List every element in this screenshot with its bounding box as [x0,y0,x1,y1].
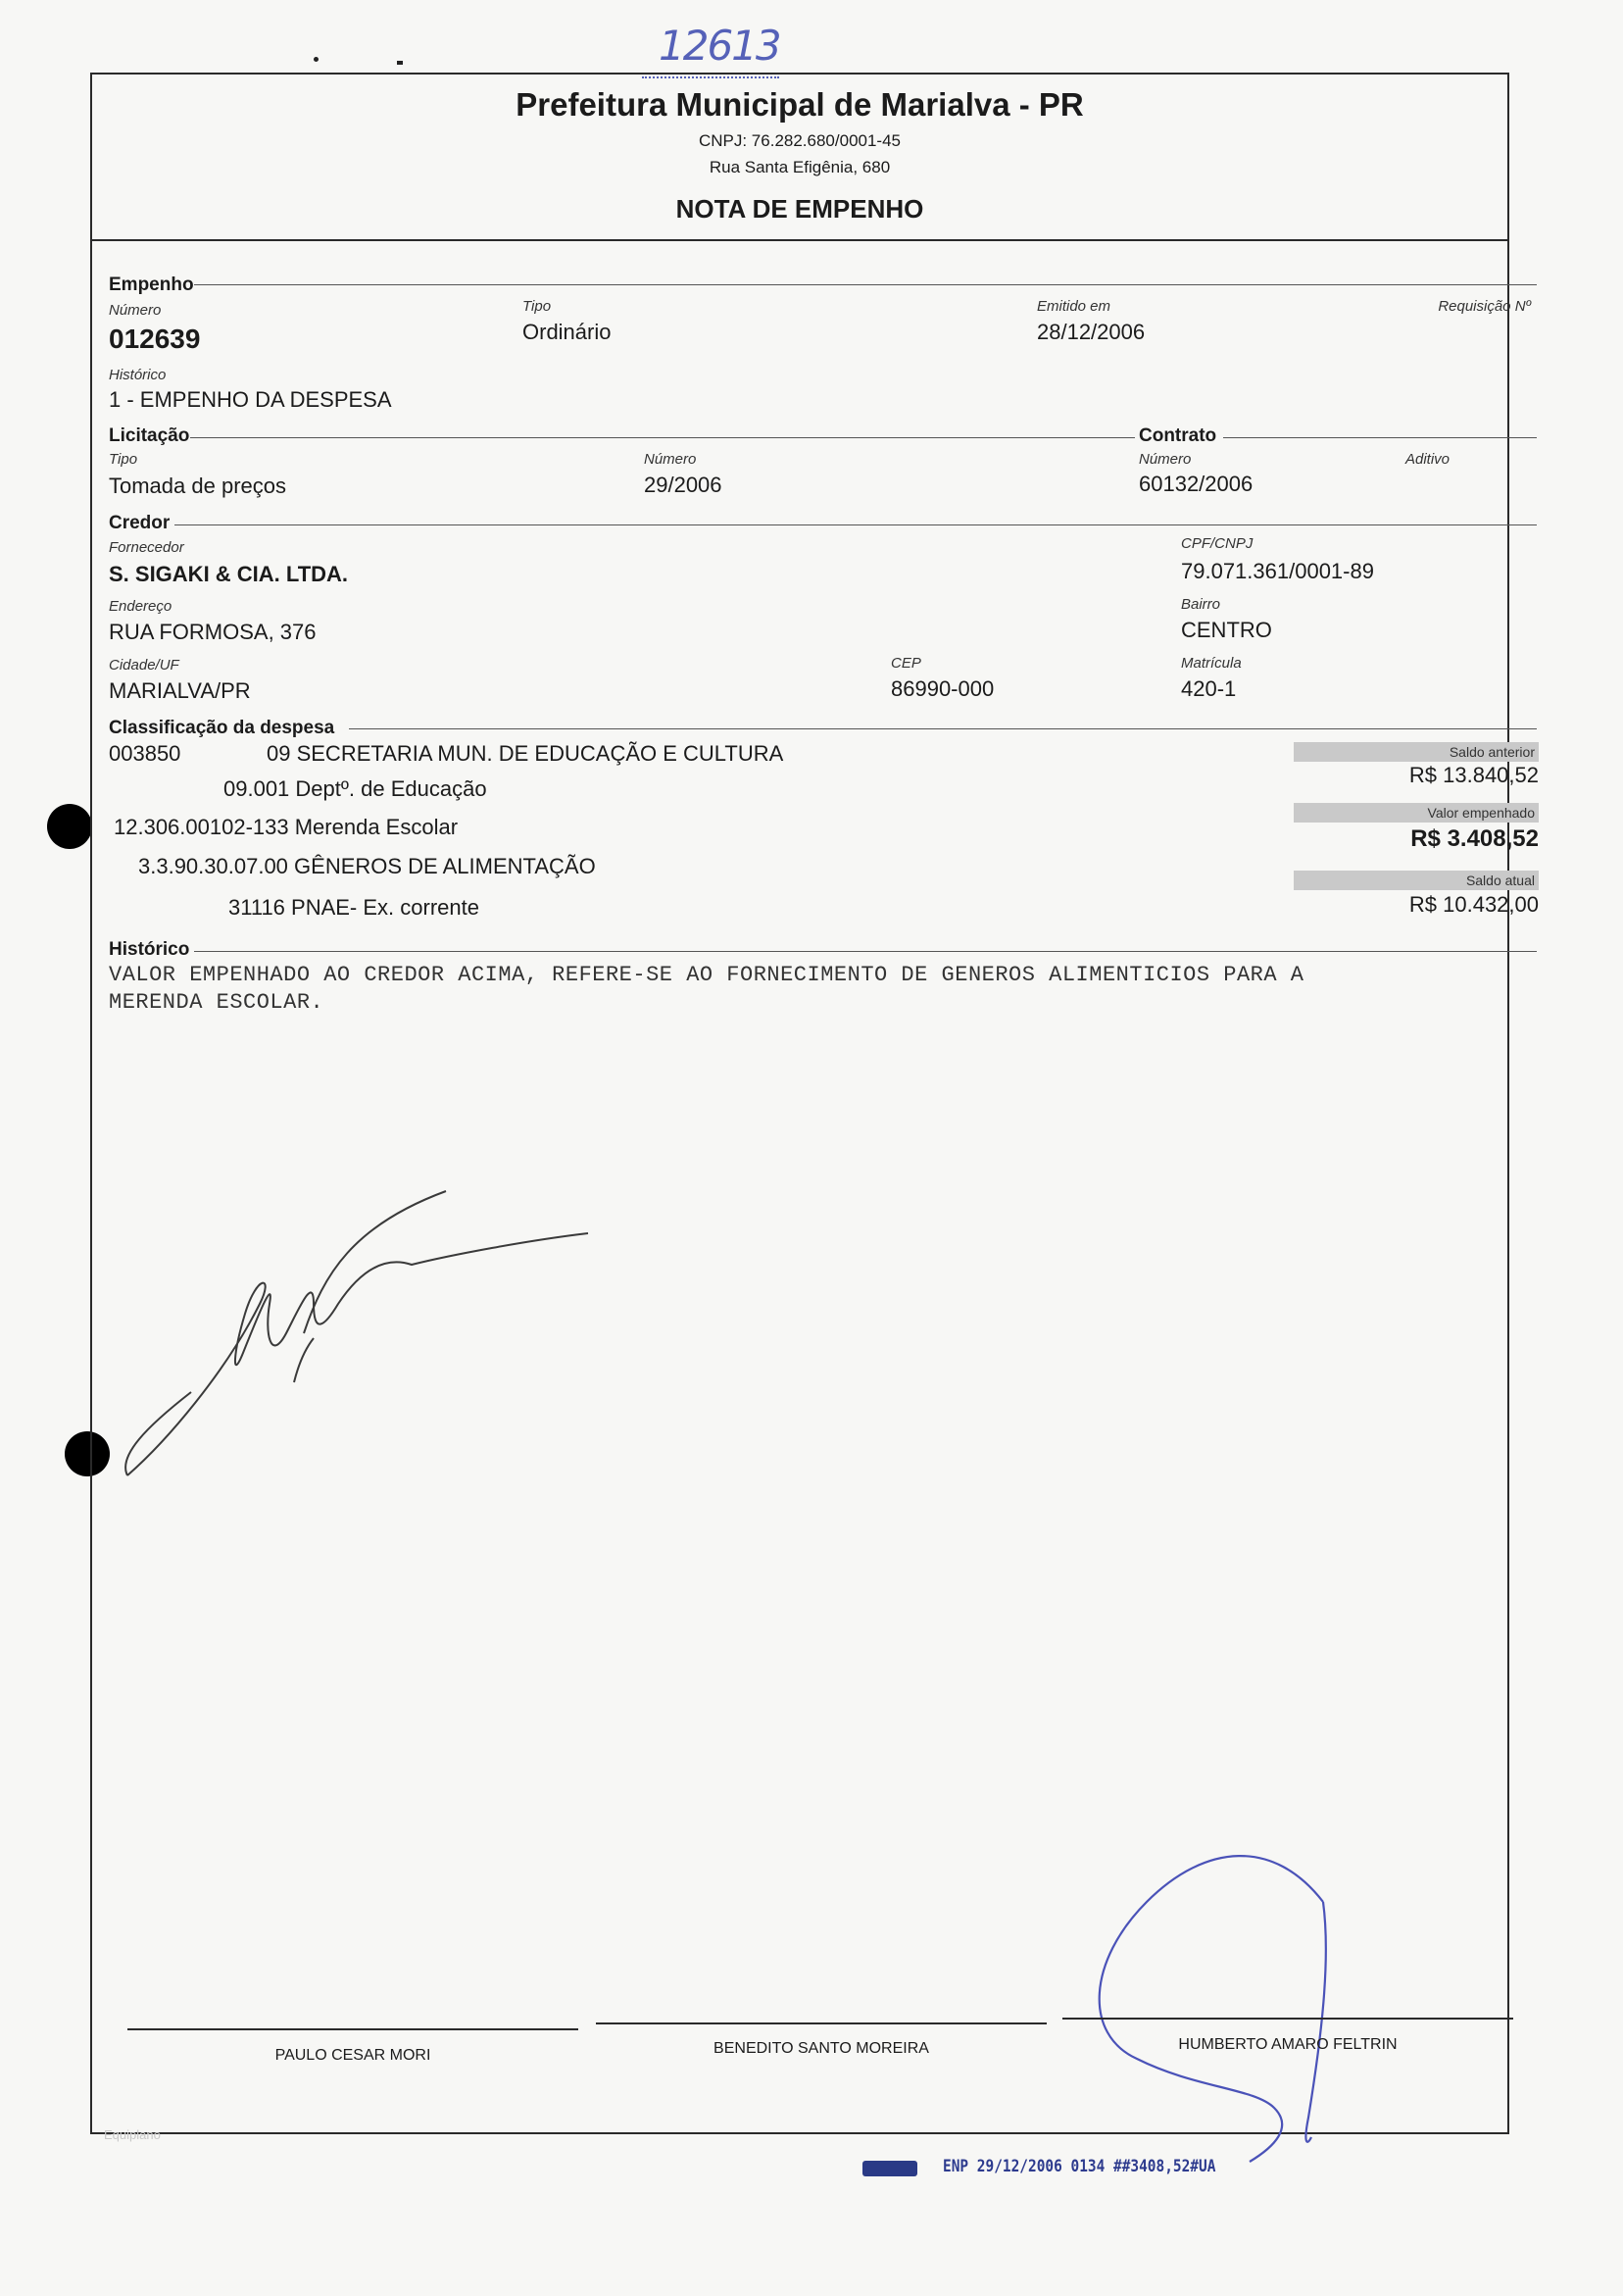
saldo-atual-value: R$ 10.432,00 [1408,892,1539,917]
emitido-value: 28/12/2006 [1037,320,1146,344]
licitacao-tipo-label: Tipo [109,451,138,468]
handwritten-page-number: 12613 [659,22,780,70]
machine-stamp: ENP 29/12/2006 0134 ##3408,52#UA [943,2157,1216,2176]
saldo-anterior-value: R$ 13.840,52 [1408,763,1539,787]
empenho-numero: 012639 [109,324,201,354]
section-classificacao-label: Classificação da despesa [109,718,335,738]
licitacao-tipo: Tomada de preços [109,474,286,498]
header-address: Rua Santa Efigênia, 680 [709,158,891,176]
bairro-label: Bairro [1181,596,1221,613]
matricula-label: Matrícula [1181,655,1242,672]
bairro-value: CENTRO [1181,618,1272,642]
empenho-historico: 1 - EMPENHO DA DESPESA [109,387,392,412]
licitacao-numero-label: Número [644,451,697,468]
emitido-label: Emitido em [1037,298,1111,315]
classificacao-line-1: 09 SECRETARIA MUN. DE EDUCAÇÃO E CULTURA [267,741,784,766]
stamp-logo [862,2161,917,2176]
signatory-1: PAULO CESAR MORI [274,2047,431,2064]
licitacao-numero: 29/2006 [644,473,722,497]
fornecedor-value: S. SIGAKI & CIA. LTDA. [109,562,349,586]
signature-line-2 [596,2022,1047,2024]
section-historico-label: Histórico [109,939,190,960]
historico-line-1: VALOR EMPENHADO AO CREDOR ACIMA, REFERE-SE AO FORNECIMENTO DE GENEROS ALIMENTICIOS PARA A [109,963,1304,987]
header-cnpj: CNPJ: 76.282.680/0001-45 [698,131,902,150]
cep-value: 86990-000 [891,676,995,701]
requisicao-label: Requisição Nº [1438,298,1531,315]
page-title: Prefeitura Municipal de Marialva - PR [516,86,1084,123]
valor-empenhado-value: R$ 3.408,52 [1410,825,1539,852]
doc-title: NOTA DE EMPENHO [675,194,924,224]
section-empenho-label: Empenho [109,275,194,295]
cidade-value: MARIALVA/PR [109,678,251,703]
classificacao-line-4: 3.3.90.30.07.00 GÊNEROS DE ALIMENTAÇÃO [138,854,596,878]
cidade-label: Cidade/UF [109,657,179,674]
classificacao-line-3: 12.306.00102-133 Merenda Escolar [114,815,459,839]
cep-label: CEP [891,655,921,672]
empenho-tipo-label: Tipo [522,298,552,315]
endereco-label: Endereço [109,598,172,615]
brand-watermark: Equiplano [104,2127,161,2142]
cpf-value: 79.071.361/0001-89 [1181,559,1374,583]
classificacao-line-5: 31116 PNAE- Ex. corrente [228,895,479,920]
empenho-tipo: Ordinário [522,320,612,344]
historico-line-2: MERENDA ESCOLAR. [109,990,324,1015]
contrato-aditivo-label: Aditivo [1405,451,1451,468]
section-credor-label: Credor [109,513,171,533]
signatory-3: HUMBERTO AMARO FELTRIN [1178,2036,1398,2053]
empenho-numero-label: Número [109,302,162,319]
endereco-value: RUA FORMOSA, 376 [109,620,317,644]
classificacao-code: 003850 [109,741,181,766]
valor-empenhado-label: Valor empenhado [1294,803,1539,823]
section-licitacao-label: Licitação [109,425,190,446]
empenho-historico-label: Histórico [109,367,167,383]
signature-line-3 [1062,2018,1513,2020]
saldo-atual-label: Saldo atual [1294,871,1539,890]
classificacao-line-2: 09.001 Deptº. de Educação [223,776,487,801]
saldo-anterior-label: Saldo anterior [1294,742,1539,762]
contrato-numero-label: Número [1139,451,1192,468]
signatory-2: BENEDITO SANTO MOREIRA [713,2040,929,2057]
matricula-value: 420-1 [1181,676,1237,701]
signature-line-1 [127,2028,578,2030]
section-contrato-label: Contrato [1139,425,1217,446]
fornecedor-label: Fornecedor [109,539,184,556]
contrato-numero: 60132/2006 [1139,472,1254,496]
cpf-label: CPF/CNPJ [1181,535,1254,552]
